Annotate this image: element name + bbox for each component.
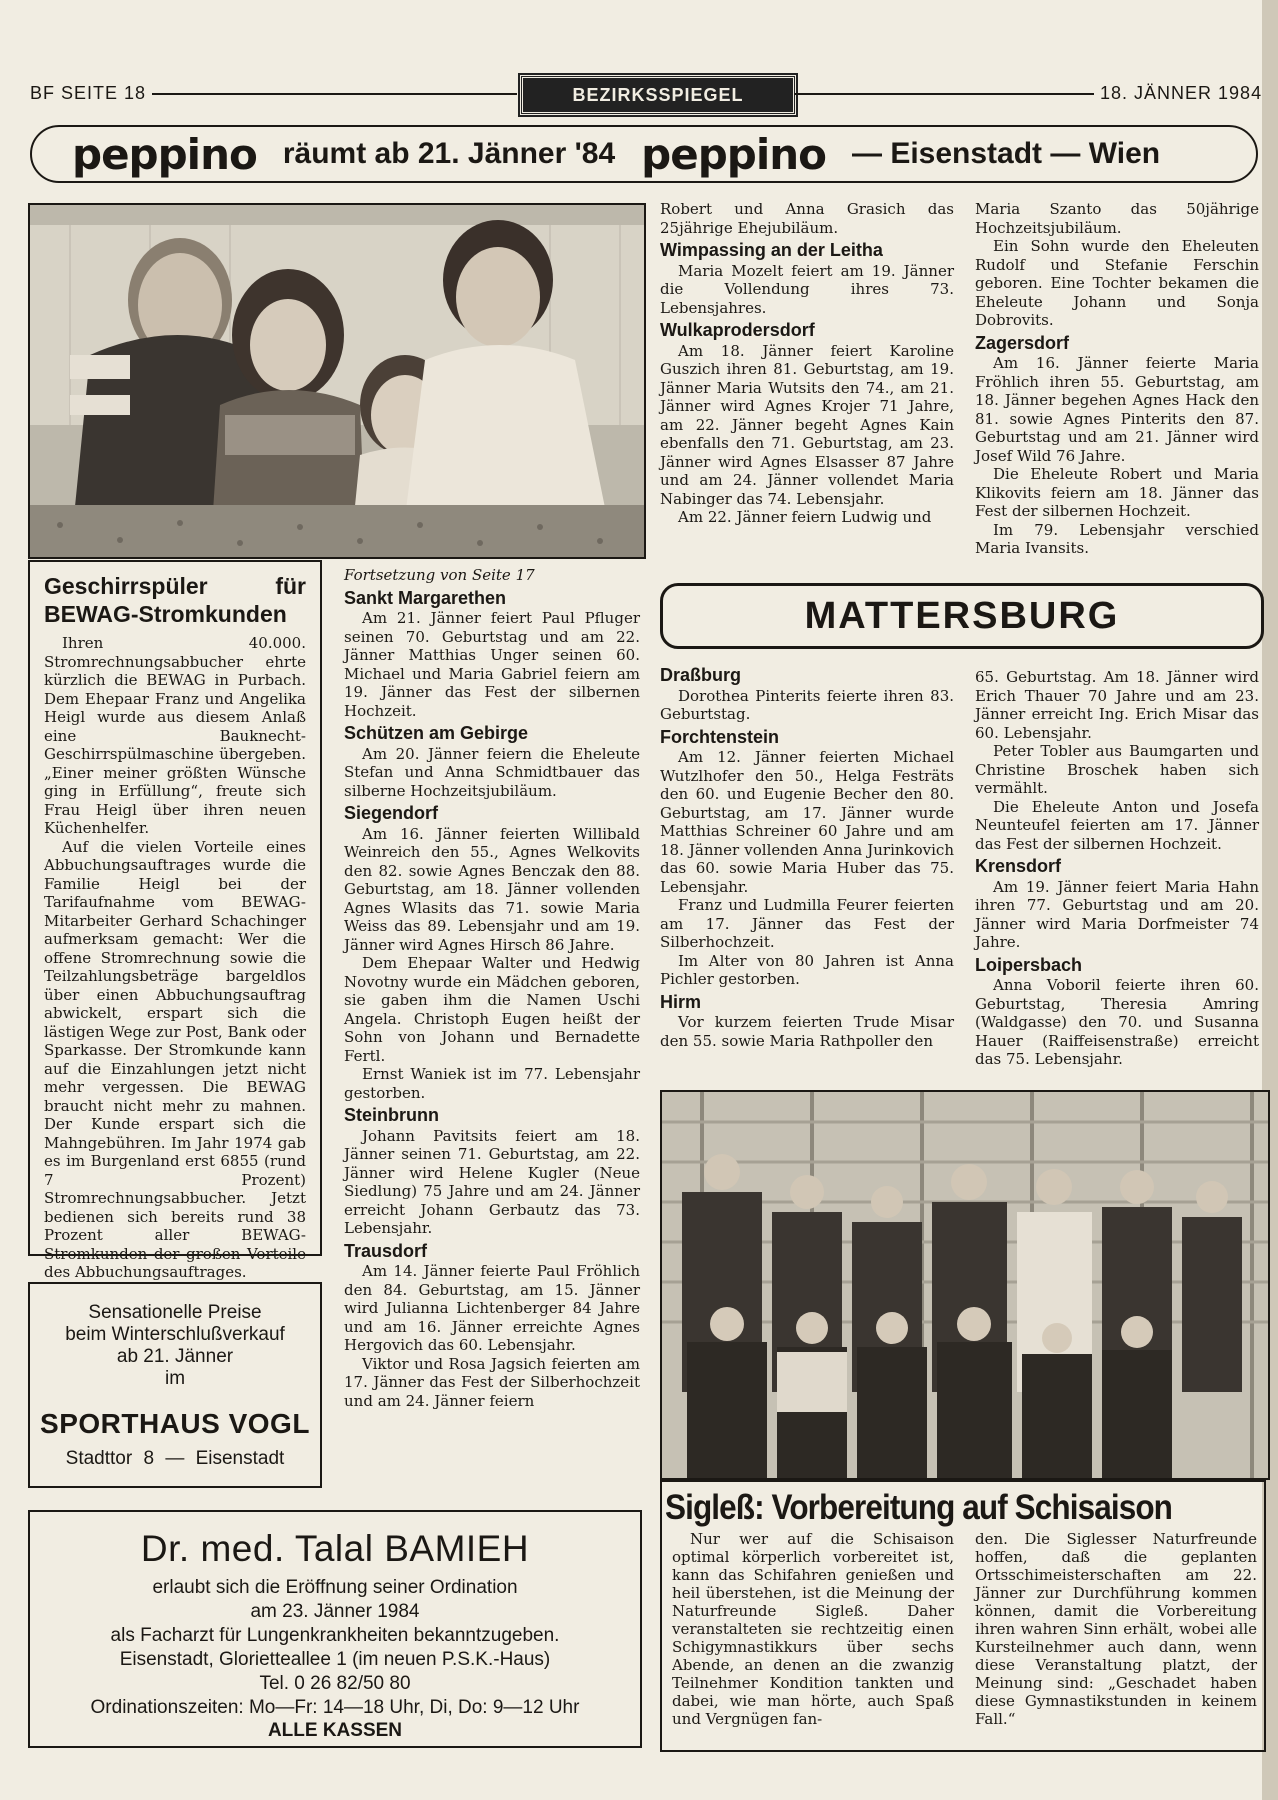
column-4 [975,200,1259,558]
section-title: BEZIRKSSPIEGEL [520,75,796,115]
mattersburg-column-left [660,666,954,1050]
peppino-logo: peppino [72,129,257,179]
news-paragraph: Im 79. Lebensjahr verschied Maria Ivansits. [975,520,1259,557]
peppino-logo-2: peppino [641,129,826,179]
ad-line: erlaubt sich die Eröffnung seiner Ordination [152,1577,518,1598]
place-heading: Krensdorf [975,856,1062,876]
group-photo [660,1090,1270,1480]
news-paragraph: Am 21. Jänner feiert Paul Pfluger seinen 70. Geburtstag und am 22. Jänner Matthias Unger seinen 60. Michael und Maria Gabriel feiern am 19. Jänner das Fest der silbernen Hochzeit. [344,609,640,720]
ad-line: beim Winterschlußverkauf [65,1324,285,1345]
place-heading: Forchtenstein [660,726,780,747]
place-heading: Zagersdorf [975,332,1070,353]
mattersburg-heading-box [660,583,1264,649]
sigless-column-left [672,1530,954,1728]
sporthaus-vogl-ad [28,1282,322,1488]
news-paragraph: Maria Mozelt feiert am 19. Jänner die Vollendung ihres 73. Lebensjahres. [660,261,954,317]
news-paragraph: 65. Geburtstag. Am 18. Jänner wird Erich Thauer 70 Jahre und am 23. Jänner erreicht Ing. Erich Misar das 60. Lebensjahr. [975,668,1259,742]
doctor-ad [28,1510,642,1748]
news-paragraph: Nur wer auf die Schisaison optimal körperlich vorbereitet ist, kann das Schifahren genießen und heil überstehen, ist die Meinung der Naturfreunde Sigleß. Daher veranstalteten sie rechtzeitig einen Schigymnastikkurs über sechs Abende, an denen an die zwanzig Teilnehmer Kondition tankten und dabei, wie man hörte, auch Spaß und Vergnügen fan- [672,1530,954,1728]
ad-line: Ordinationszeiten: Mo—Fr: 14—18 Uhr, Di, Do: 9—12 Uhr [90,1697,580,1718]
news-paragraph: Am 18. Jänner feiert Karoline Guszich ihren 81. Geburtstag, am 19. Jänner Maria Wutsits den 74., am 21. Jänner wird Agnes Krojer 71 Jahre, am 22. Jänner begeht Agnes Kain ebenfalls den 71. Geburtstag, am 23. Jänner wird Agnes Elsasser 87 Jahre und am 24. Jänner vollendet Maria Nabinger das 74. Lebensjahr. [660,341,954,508]
ad-line: Sensationelle Preise [88,1302,262,1323]
continuation-note: Fortsetzung von Seite 17 [344,566,535,584]
news-paragraph: Johann Pavitsits feiert am 18. Jänner seinen 71. Geburtstag, am 22. Jänner wird Helene Kugler (Neue Siedlung) 75 Jahre und am 24. Jänner erreicht Johann Gerbautz das 73. Lebensjahr. [344,1126,640,1237]
issue-date: 18. JÄNNER 1984 [1100,83,1263,103]
article-geschirrspueler [28,560,322,1281]
place-heading: Sankt Margarethen [344,587,507,608]
news-paragraph: Am 20. Jänner feiern die Eheleute Stefan und Anna Schmidtbauer das silberne Hochzeitsjubiläum. [344,744,640,800]
news-paragraph: Am 12. Jänner feierten Michael Wutzlhofer den 50., Helga Festräts den 60. und Eugenie Becher den 80. Geburtstag, am 17. Jänner wurde Matthias Schreiner 60 Jahre und am 18. Jänner vollenden Anna Jurinkovich das 60. sowie Maria Huber das 75. Lebensjahr. [660,748,954,896]
place-heading: Loipersbach [975,954,1083,975]
place-heading: Wulkaprodersdorf [660,320,815,340]
banner-text-2: — Eisenstadt — Wien [851,137,1161,170]
banner-text-1: räumt ab 21. Jänner '84 [282,137,616,170]
article-paragraph: Auf die vielen Vorteile eines Abbuchungsauftrages wurde die Familie Heigl bei der Tarifaufnahme vom BEWAG-Mitarbeiter Gerhard Schachinger aufmerksam gemacht: Wer die offene Stromrechnung sowie die Teilzahlungsbeträge bargeldlos über einen Abbuchungsauftrag abwickelt, erspart sich die lästigen Wege zur Post, Bank oder Sparkasse. Der Stromkunde kann auf die Einzahlungen jetzt nicht mehr vergessen. Die BEWAG braucht nicht mehr zu mahnen. Der Kunde erspart sich die Mahngebühren. Im Jahr 1974 gab es im Burgenland erst 6855 (rund 7 Prozent) Stromrechnungsabbucher. Jetzt bedienen sich bereits rund 38 Prozent aller BEWAG-Stromkunden der großen Vorteile des Abbuchungsauftrages. [44,837,306,1281]
news-paragraph: Vor kurzem feierten Trude Misar den 55. sowie Maria Rathpoller den [660,1013,954,1050]
column-2 [344,566,640,1410]
ad-store-name: SPORTHAUS VOGL [40,1408,310,1439]
news-paragraph: Viktor und Rosa Jagsich feierten am 17. Jänner das Fest der Silberhochzeit und am 24. Jänner feiern [344,1354,640,1410]
sigless-title: Sigleß: Vorbereitung auf Schisaison [665,1488,1173,1527]
news-paragraph: Franz und Ludmilla Feurer feierten am 17. Jänner das Fest der Silberhochzeit. [660,896,954,951]
news-paragraph: Maria Szanto das 50jährige Hochzeitsjubiläum. [975,200,1259,237]
sigless-column-right [975,1530,1257,1728]
news-paragraph: Anna Voboril feierte ihren 60. Geburtstag, Theresia Amring (Waldgasse) den 70. und Susanna Hauer (Raiffeisenstraße) erreicht das 75. Lebensjahr. [975,976,1259,1068]
header-rule-left [152,93,517,95]
ad-line: Tel. 0 26 82/50 80 [259,1673,411,1694]
place-heading: Trausdorf [344,1240,428,1261]
news-paragraph: Dem Ehepaar Walter und Hedwig Novotny wurde ein Mädchen geboren, sie gaben ihm die Namen Uschi Angela. Christoph Eugen heißt der Sohn von Johann und Bernadette Fertl. [344,954,640,1065]
family-photo-illustration [30,205,644,557]
place-heading: Steinbrunn [344,1105,439,1125]
place-heading: Schützen am Gebirge [344,723,529,743]
place-heading: Wimpassing an der Leitha [660,240,883,260]
news-paragraph: Am 14. Jänner feierte Paul Fröhlich den 84. Geburtstag, am 15. Jänner wird Julianna Lichtenberger 84 Jahre und am 16. Jänner erreichte Agnes Hergovich das 60. Lebensjahr. [344,1262,640,1354]
family-photo [28,203,646,559]
news-paragraph: Die Eheleute Robert und Maria Klikovits feiern am 18. Jänner das Fest der silbernen Hochzeit. [975,465,1259,520]
news-paragraph: Am 22. Jänner feiern Ludwig und [678,508,932,526]
news-paragraph: Am 19. Jänner feiert Maria Hahn ihren 77. Geburtstag und am 20. Jänner wird Maria Dorfmeister 74 Jahre. [975,877,1259,951]
news-paragraph: Peter Tobler aus Baumgarten und Christine Broschek haben sich vermählt. [975,742,1259,797]
place-heading: Siegendorf [344,803,439,823]
peppino-ad-banner [30,125,1258,183]
news-paragraph: Am 16. Jänner feierten Willibald Weinreich den 55., Agnes Welkovits den 82. sowie Agnes Benczak den 88. Geburtstag, am 18. Jänner vollenden Agnes Wlasits das 71. sowie Maria Weiss das 89. Lebensjahr und am 19. Jänner wird Agnes Hirsch 86 Jahre. [344,824,640,954]
place-heading: Hirm [660,991,702,1012]
article-paragraph: Ihren 40.000. Stromrechnungsabbucher ehrte kürzlich die BEWAG in Purbach. Dem Ehepaar Franz und Angelika Heigl wurde aus diesem Anlaß eine Bauknecht-Geschirrspülmaschine übergeben. „Einer meiner größten Wünsche ging in Erfüllung“, freute sich Frau Heigl über ihren neuen Küchenhelfer. [44,634,306,837]
ad-line: ab 21. Jänner [116,1346,234,1367]
news-paragraph: Die Eheleute Anton und Josefa Neunteufel feierten am 17. Jänner das Fest der silbernen Hochzeit. [975,797,1259,853]
header-rule-right [794,93,1094,95]
news-paragraph: Robert und Anna Grasich das 25jährige Ehejubiläum. [660,200,954,237]
news-paragraph: Am 16. Jänner feierte Maria Fröhlich ihren 55. Geburtstag, am 18. Jänner begehen Agnes Hack den 81. sowie Agnes Pinterits den 87. Geburtstag und am 21. Jänner wird Josef Wild 76 Jahre. [975,354,1259,465]
place-heading: Draßburg [660,665,741,685]
article-title: Geschirrspüler für BEWAG-Stromkunden [44,573,306,627]
ad-line: als Facharzt für Lungenkrankheiten bekanntzugeben. [110,1625,560,1646]
news-paragraph: den. Die Siglesser Naturfreunde hoffen, daß die geplanten Ortsschimeisterschaften am 22. Jänner zur Durchführung kommen können, damit die Vorbereitung ihren wahren Sinn erhält, wobei alle Kursteilnehmer auch dann, wenn diese Veranstaltung platzt, der Meinung sind: „Geschadet haben diese Gymnastikstunden in keinem Fall.“ [975,1530,1257,1728]
mattersburg-title: MATTERSBURG [804,594,1120,637]
page-number: BF SEITE 18 [30,83,147,103]
ad-line: am 23. Jänner 1984 [250,1601,420,1622]
news-paragraph: Im Alter von 80 Jahren ist Anna Pichler gestorben. [660,951,954,988]
ad-line: im [164,1368,186,1389]
mattersburg-column-right [975,668,1259,1069]
group-photo-illustration [662,1092,1268,1478]
ad-line: ALLE KASSEN [267,1720,403,1741]
news-paragraph: Ernst Waniek ist im 77. Lebensjahr gestorben. [344,1065,640,1102]
news-paragraph: Dorothea Pinterits feierte ihren 83. Geburtstag. [660,686,954,723]
column-3 [660,200,954,527]
ad-address: Stadttor 8 — Eisenstadt [65,1448,285,1469]
doctor-name: Dr. med. Talal BAMIEH [140,1528,530,1569]
ad-line: Eisenstadt, Glorietteallee 1 (im neuen P.S.K.-Haus) [119,1649,551,1670]
news-paragraph: Ein Sohn wurde den Eheleuten Rudolf und Stefanie Ferschin geboren. Eine Tochter bekamen die Eheleute Johann und Sonja Dobrovits. [975,237,1259,329]
